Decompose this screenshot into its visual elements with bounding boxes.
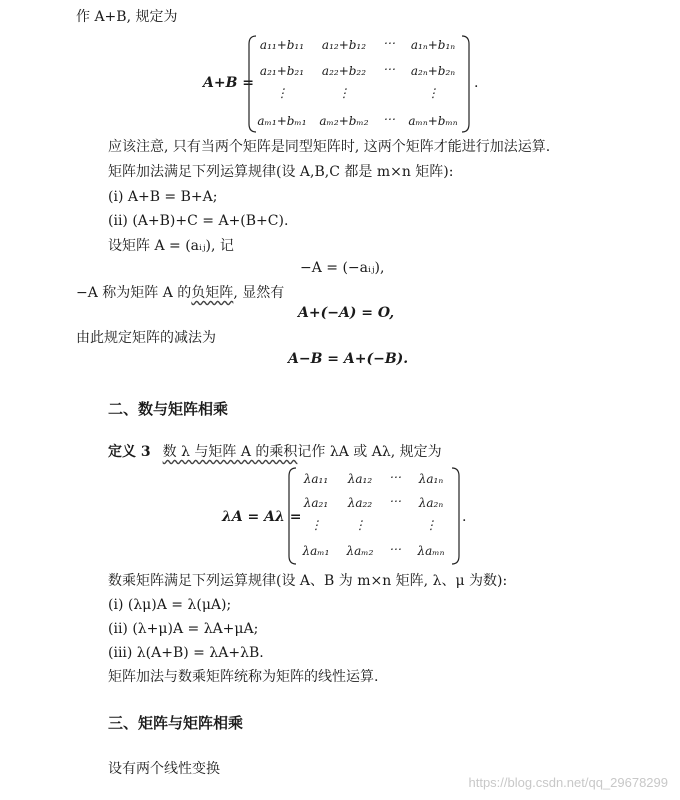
watermark-url: https://blog.csdn.net/qq_29678299 <box>468 775 668 790</box>
matrix-sum-cell: aₘ₁+bₘ₁ <box>257 114 307 128</box>
matrix-scalar-cell: λaₘₙ <box>417 544 445 558</box>
matrix-sum-cell: ⋯ <box>383 112 395 126</box>
definition-3-rest: 记作 λA 或 Aλ, 规定为 <box>297 444 442 460</box>
matrix-sum-period: . <box>474 75 479 91</box>
negative-matrix-term: 负矩阵 <box>191 285 234 301</box>
matrix-sum-cell: a₁ₙ+b₁ₙ <box>410 38 456 52</box>
matrix-scalar-cell: ⋯ <box>389 494 401 508</box>
matrix-sum-cell: aₘₙ+bₘₙ <box>408 114 458 128</box>
equation-lhs-sum: A+B = <box>203 75 255 91</box>
matrix-scalar-cell: ⋯ <box>389 470 401 484</box>
linear-operations-note: 矩阵加法与数乘矩阵统称为矩阵的线性运算. <box>108 669 379 685</box>
definition-3-label: 定义 3 <box>108 444 151 460</box>
matrix-sum <box>248 34 478 134</box>
matrix-sum-cell: ⋮ <box>276 86 288 100</box>
text-line-1: 作 A+B, 规定为 <box>76 9 178 25</box>
negative-text-a: −A 称为矩阵 A 的 <box>76 285 192 301</box>
section-heading-3: 三、矩阵与矩阵相乘 <box>108 714 244 732</box>
scalar-laws-intro: 数乘矩阵满足下列运算规律(设 A、B 为 m×n 矩阵, λ、μ 为数): <box>108 573 508 589</box>
matrix-scalar-cell: λa₂ₙ <box>418 496 444 510</box>
matrix-scalar-cell: ⋮ <box>425 518 437 532</box>
section-heading-2: 二、数与矩阵相乘 <box>108 400 229 418</box>
negative-text-b: , 显然有 <box>233 285 285 301</box>
definition-3-term: 数 λ 与矩阵 A 的乘积 <box>162 444 298 460</box>
matrix-scalar-cell: λa₁ₙ <box>418 472 444 486</box>
matrix-scalar-cell: ⋯ <box>389 542 401 556</box>
subtraction-equation: A−B = A+(−B). <box>288 351 409 367</box>
matrix-scalar <box>288 466 468 566</box>
addition-laws-intro: 矩阵加法满足下列运算规律(设 A,B,C 都是 m×n 矩阵): <box>108 164 454 180</box>
matrix-sum-cell: ⋯ <box>383 36 395 50</box>
note-same-type: 应该注意, 只有当两个矩阵是同型矩阵时, 这两个矩阵才能进行加法运算. <box>108 139 551 155</box>
matrix-sum-cell: a₂ₙ+b₂ₙ <box>410 64 456 78</box>
matrix-scalar-cell: λa₂₂ <box>347 496 373 510</box>
matrix-sum-cell: a₂₁+b₂₁ <box>259 64 305 78</box>
matrix-scalar-cell: λa₁₂ <box>347 472 373 486</box>
scalar-law-2: (ii) (λ+μ)A = λA+μA; <box>108 621 259 637</box>
matrix-sum-cell: aₘ₂+bₘ₂ <box>319 114 369 128</box>
linear-transforms-intro: 设有两个线性变换 <box>108 761 220 777</box>
scalar-law-1: (i) (λμ)A = λ(μA); <box>108 597 232 613</box>
equation-lhs-scalar: λA = Aλ = <box>222 509 302 525</box>
matrix-sum-cell: a₁₂+b₁₂ <box>321 38 367 52</box>
matrix-scalar-cell: λaₘ₁ <box>302 544 330 558</box>
addition-law-1: (i) A+B = B+A; <box>108 189 218 205</box>
negative-matrix-text <box>76 284 284 302</box>
define-negative: 设矩阵 A = (aᵢⱼ), 记 <box>108 238 234 254</box>
zero-equation: A+(−A) = O, <box>298 305 395 321</box>
scalar-law-3: (iii) λ(A+B) = λA+λB. <box>108 645 264 661</box>
subtraction-intro: 由此规定矩阵的减法为 <box>76 330 216 346</box>
definition-3 <box>108 443 442 461</box>
matrix-scalar-cell: λa₁₁ <box>303 472 329 486</box>
matrix-sum-cell: ⋮ <box>427 86 439 100</box>
negative-equation: −A = (−aᵢⱼ), <box>300 260 385 276</box>
addition-law-2: (ii) (A+B)+C = A+(B+C). <box>108 213 289 229</box>
matrix-sum-cell: ⋮ <box>338 86 350 100</box>
matrix-scalar-cell: λa₂₁ <box>303 496 329 510</box>
matrix-scalar-cell: ⋮ <box>310 518 322 532</box>
matrix-scalar-period: . <box>462 509 467 525</box>
matrix-sum-cell: ⋯ <box>383 62 395 76</box>
matrix-sum-cell: a₁₁+b₁₁ <box>259 38 305 52</box>
matrix-scalar-cell: λaₘ₂ <box>346 544 374 558</box>
matrix-sum-cell: a₂₂+b₂₂ <box>321 64 367 78</box>
matrix-scalar-cell: ⋮ <box>354 518 366 532</box>
